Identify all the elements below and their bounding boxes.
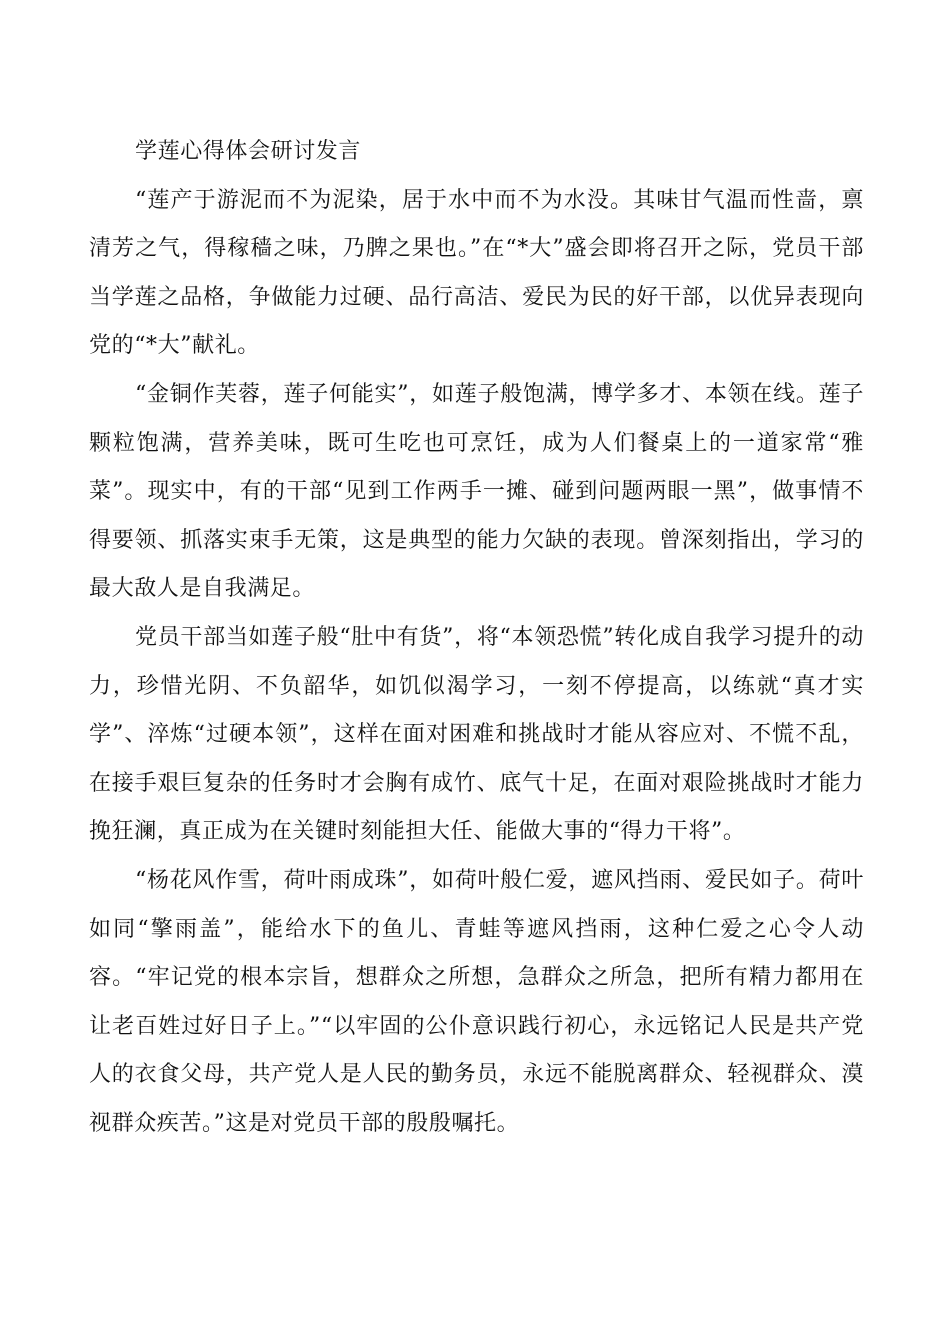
document-body	[89, 128, 864, 1148]
paragraph-4: “杨花风作雪，荷叶雨成珠”，如荷叶般仁爱，遮风挡雨、爱民如子。荷叶如同“擎雨盖”，能给水下的鱼儿、青蛙等遮风挡雨，这种仁爱之心令人动容。“牢记党的根本宗旨，想群众之所想，急群众之所急，把所有精力都用在让老百姓过好日子上。”“以牢固的公仆意识践行初心，永远铭记人民是共产党人的衣食父母，共产党人是人民的勤务员，永远不能脱离群众、轻视群众、漠视群众疾苦。”这是对党员干部的殷殷嘱托。	[89, 867, 864, 1136]
document-title: 学莲心得体会研讨发言	[135, 139, 362, 164]
paragraph-2: “金铜作芙蓉，莲子何能实”，如莲子般饱满，博学多才、本领在线。莲子颗粒饱满，营养美味，既可生吃也可烹饪，成为人们餐桌上的一道家常“雅菜”。现实中，有的干部“见到工作两手一摊、碰到问题两眼一黑”，做事情不得要领、抓落实束手无策，这是典型的能力欠缺的表现。曾深刻指出，学习的最大敌人是自我满足。	[89, 381, 864, 602]
paragraph-1: “莲产于游泥而不为泥染，居于水中而不为水没。其味甘气温而性啬，禀清芳之气，得稼穑之味，乃脾之果也。”在“*大”盛会即将召开之际，党员干部当学莲之品格，争做能力过硬、品行高洁、爱民为民的好干部，以优异表现向党的“*大”献礼。	[89, 187, 864, 359]
paragraph-3: 党员干部当如莲子般“肚中有货”，将“本领恐慌”转化成自我学习提升的动力，珍惜光阴、不负韶华，如饥似渴学习，一刻不停提高，以练就“真才实学”、淬炼“过硬本领”，这样在面对困难和挑战时才能从容应对、不慌不乱，在接手艰巨复杂的任务时才会胸有成竹、底气十足，在面对艰险挑战时才能力挽狂澜，真正成为在关键时刻能担大任、能做大事的“得力干将”。	[89, 624, 864, 845]
